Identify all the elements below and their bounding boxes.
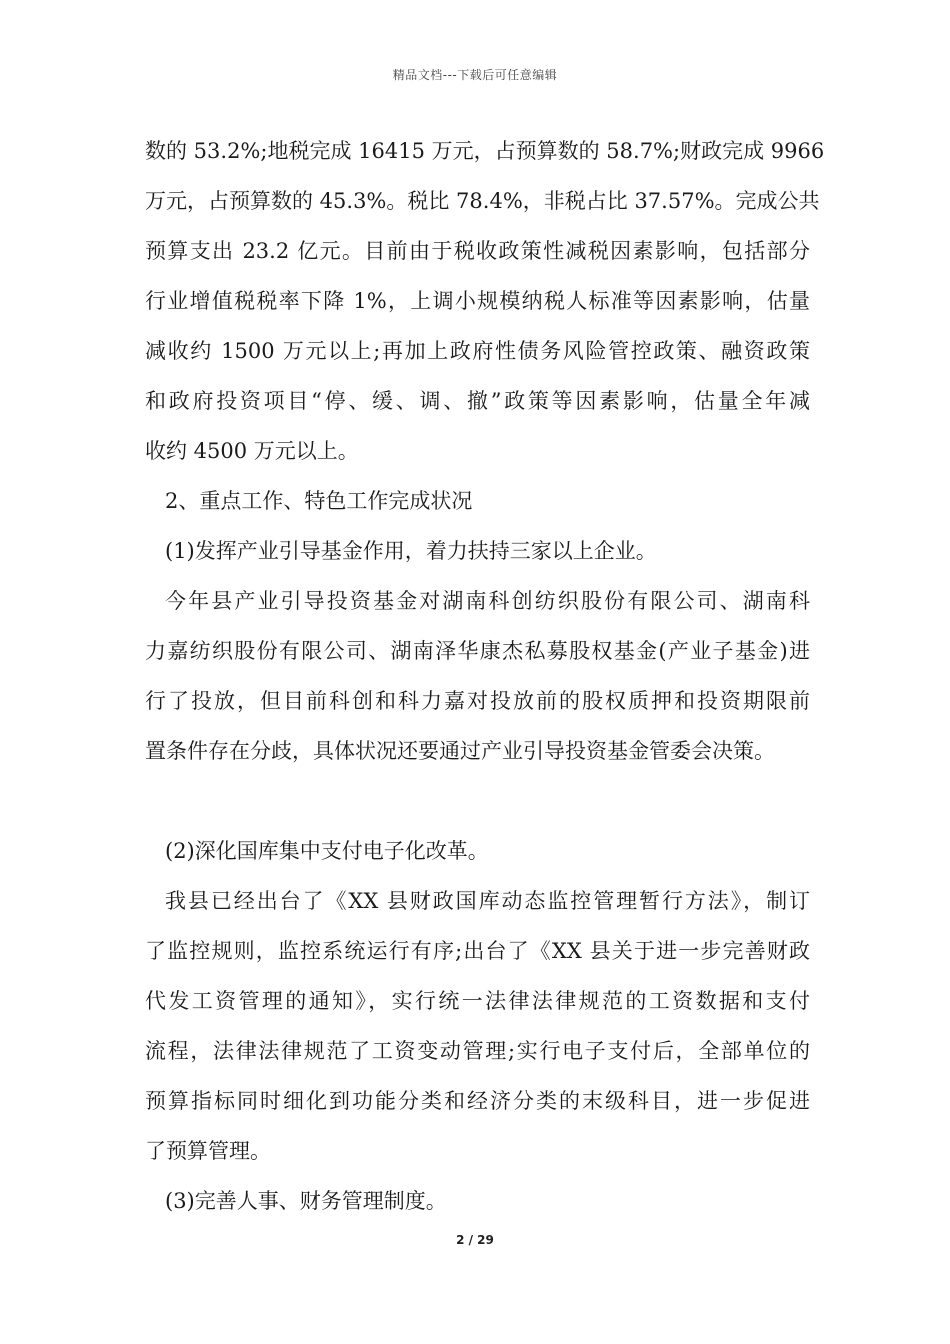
body-line: 代发工资管理的通知》，实行统一法律法律规范的工资数据和支付 — [145, 989, 810, 1013]
body-line: 万元，占预算数的 45.3%。税比 78.4%，非税占比 37.57%。完成公共 — [145, 189, 820, 213]
page-header: 精品文档---下载后可任意编辑 — [392, 68, 558, 82]
body-line: 收约 4500 万元以上。 — [145, 439, 359, 463]
body-line: 预算指标同时细化到功能分类和经济分类的末级科目，进一步促进 — [145, 1089, 810, 1113]
body-line: 数的 53.2%;地税完成 16415 万元，占预算数的 58.7%;财政完成 9966 — [145, 139, 825, 163]
body-line: 和政府投资项目“停、缓、调、撤”政策等因素影响，估量全年减 — [145, 389, 810, 413]
body-line: 今年县产业引导投资基金对湖南科创纺织股份有限公司、湖南科 — [165, 589, 810, 613]
document-body — [145, 126, 825, 1226]
subsection-heading: (2)深化国库集中支付电子化改革。 — [165, 839, 489, 863]
subsection-heading: (3)完善人事、财务管理制度。 — [165, 1189, 447, 1213]
body-line: 了监控规则，监控系统运行有序;出台了《XX 县关于进一步完善财政 — [145, 939, 810, 963]
section-heading: 2、重点工作、特色工作完成状况 — [165, 489, 473, 513]
body-line: 预算支出 23.2 亿元。目前由于税收政策性减税因素影响，包括部分 — [145, 239, 810, 263]
body-line: 流程，法律法律规范了工资变动管理;实行电子支付后，全部单位的 — [145, 1039, 810, 1063]
body-line: 行业增值税税率下降 1%，上调小规模纳税人标准等因素影响，估量 — [145, 289, 810, 313]
body-line: 了预算管理。 — [145, 1139, 271, 1163]
body-line: 置条件存在分歧，具体状况还要通过产业引导投资基金管委会决策。 — [145, 739, 775, 763]
body-line: 我县已经出台了《XX 县财政国库动态监控管理暂行方法》，制订 — [165, 889, 810, 913]
paragraph-gap — [145, 776, 810, 826]
body-line: 减收约 1500 万元以上;再加上政府性债务风险管控政策、融资政策 — [145, 339, 810, 363]
body-line: 行了投放，但目前科创和科力嘉对投放前的股权质押和投资期限前 — [145, 689, 810, 713]
page-number: 2 / 29 — [456, 1233, 494, 1247]
body-line: 力嘉纺织股份有限公司、湖南泽华康杰私募股权基金(产业子基金)进 — [145, 639, 810, 663]
subsection-heading: (1)发挥产业引导基金作用，着力扶持三家以上企业。 — [165, 539, 657, 563]
